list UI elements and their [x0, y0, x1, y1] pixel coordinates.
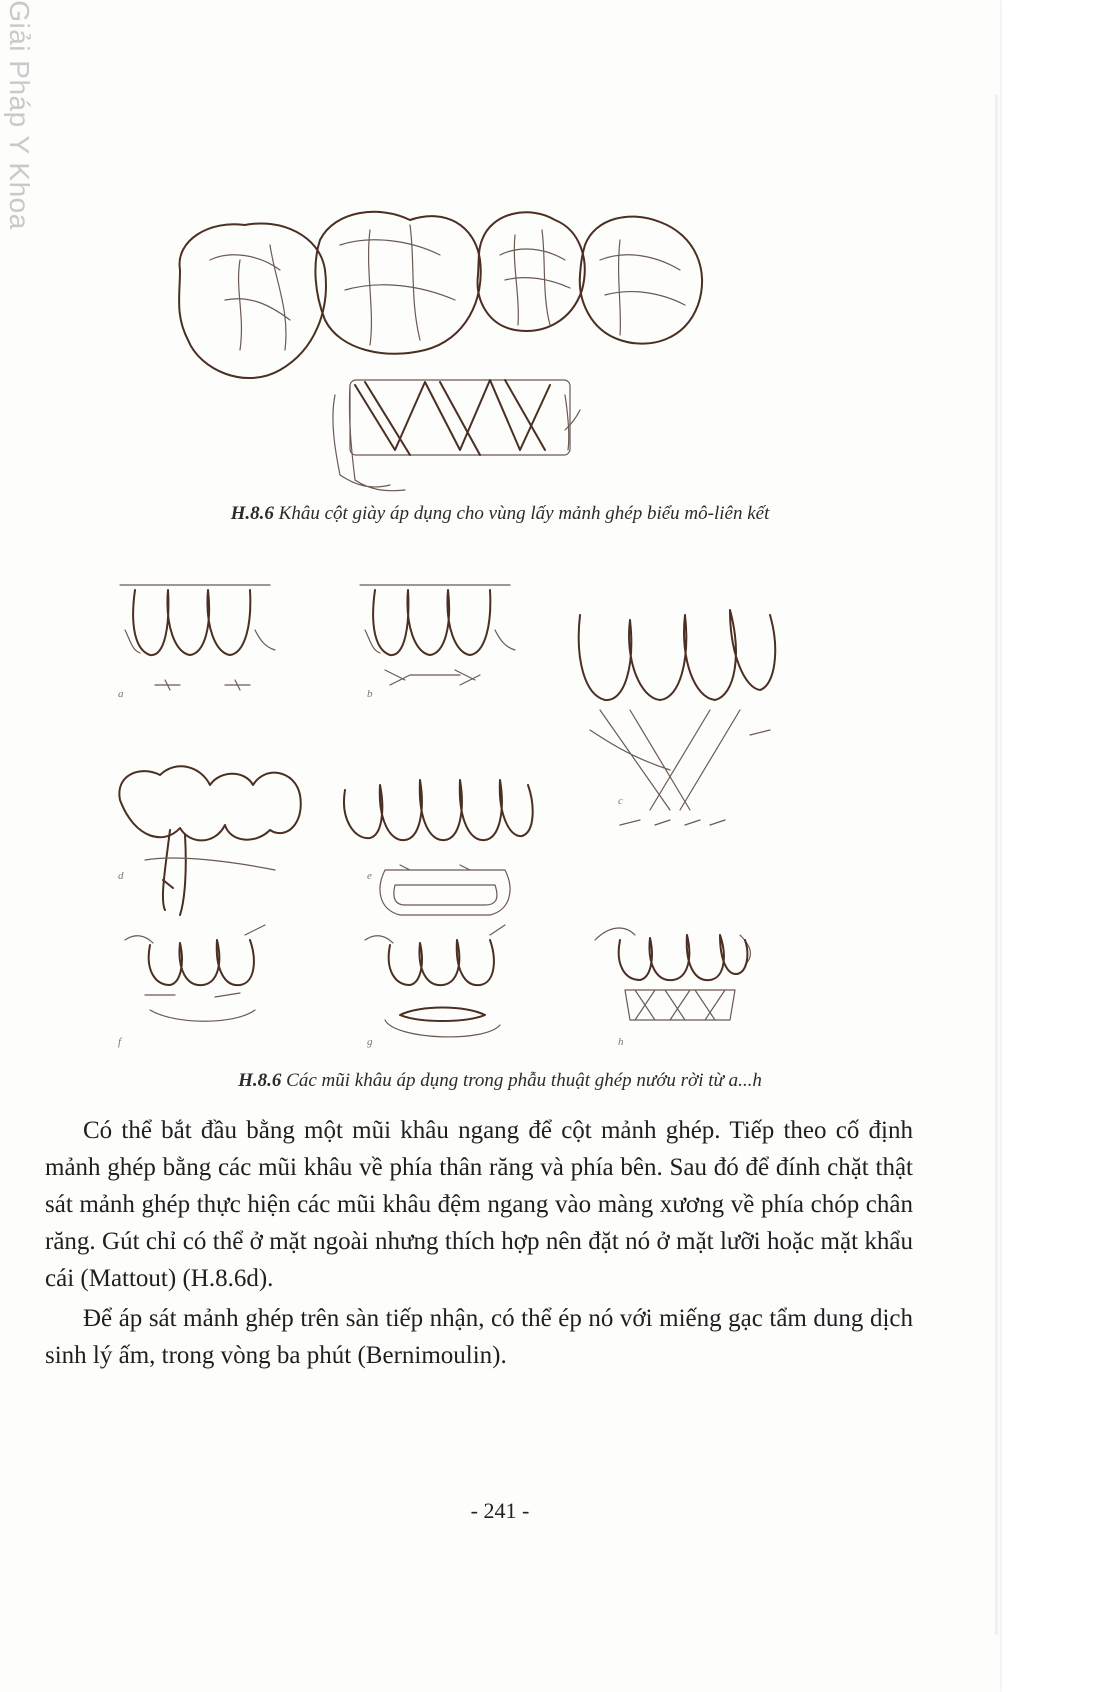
- tooth-1: [179, 223, 326, 378]
- diagram-a: [120, 585, 275, 690]
- tooth-4: [580, 217, 702, 344]
- diagram-e: [344, 780, 533, 915]
- figure-occlusal-teeth: [170, 200, 730, 525]
- diagram-g: [365, 925, 505, 1037]
- label-c: c: [618, 795, 623, 807]
- diagram-c: [579, 610, 775, 825]
- label-g: g: [367, 1036, 373, 1048]
- label-b: b: [367, 688, 373, 700]
- figure-suture-grid: [110, 580, 840, 1150]
- caption-text: Khâu cột giày áp dụng cho vùng lấy mảnh ghép biểu mô-liên kết: [278, 503, 770, 524]
- label-d: d: [118, 870, 124, 882]
- shoelace-suture: [333, 380, 580, 491]
- page-number: - 241 -: [470, 1498, 530, 1523]
- label-a: a: [118, 688, 124, 700]
- label-e: e: [367, 870, 372, 882]
- body-paragraph-1: Có thể bắt đầu bằng một mũi khâu ngang để cột mảnh ghép. Tiếp theo cố định mảnh ghép bằng các mũi khâu về phía thân răng và phía bên. Sau đó để đính chặt thật sát mảnh ghép thực hiện các mũi khâu đệm ngang vào màng xương về phía chóp chân răng. Gút chỉ có thể ở mặt ngoài nhưng thích hợp nên đặt nó ở mặt lưỡi hoặc mặt khẩu cái (Mattout) (H.8.6d).: [45, 1117, 913, 1292]
- top-figure-caption: [0, 503, 1000, 525]
- caption-text: Các mũi khâu áp dụng trong phẫu thuật ghép nướu rời từ a...h: [286, 1070, 762, 1091]
- label-f: f: [118, 1036, 122, 1048]
- diagram-b: [360, 585, 515, 685]
- diagram-f: [125, 925, 265, 1021]
- watermark: [2, 0, 36, 230]
- diagram-h: [595, 928, 750, 1020]
- watermark-text: Giải Pháp Y Khoa: [4, 0, 35, 230]
- page-gutter: [995, 95, 999, 1635]
- grid-figure-caption: [0, 1070, 1000, 1092]
- tooth-2: [315, 212, 480, 354]
- caption-ref: H.8.6: [230, 503, 274, 524]
- tooth-3: [478, 212, 585, 331]
- caption-ref: H.8.6: [238, 1070, 282, 1091]
- label-h: h: [618, 1036, 624, 1048]
- diagram-d: [119, 766, 300, 915]
- body-paragraph-2: Để áp sát mảnh ghép trên sàn tiếp nhận, có thể ép nó với miếng gạc tẩm dung dịch sinh lý ấm, trong vòng ba phút (Bernimoulin).: [45, 1305, 913, 1369]
